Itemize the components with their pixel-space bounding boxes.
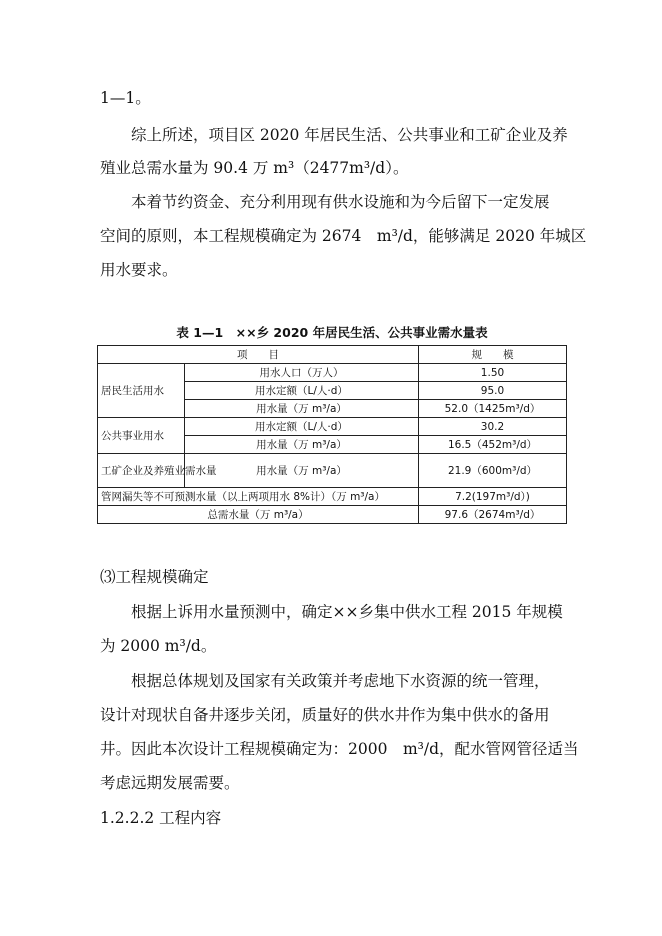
paragraph-4-line-4: 考虑远期发展需要。 bbox=[100, 774, 240, 792]
table-caption: 表 1—1 ××乡 2020 年居民生活、公共事业需水量表 bbox=[176, 325, 488, 340]
value-cell: 16.5（452m³/d） bbox=[419, 436, 567, 454]
value-cell: 30.2 bbox=[419, 418, 567, 436]
paragraph-2-line-3: 用水要求。 bbox=[100, 261, 178, 279]
table-row bbox=[98, 454, 567, 488]
section-heading-1-2-2-2: 1.2.2.2 工程内容 bbox=[100, 809, 222, 827]
table-header-row bbox=[98, 346, 567, 364]
leakage-value-cell: 7.2(197m³/d）) bbox=[419, 488, 567, 506]
paragraph-4-line-3: 井。因此本次设计工程规模确定为：2000 m³/d，配水管网管径适当 bbox=[100, 740, 579, 758]
water-demand-table bbox=[97, 345, 567, 524]
total-value-cell: 97.6（2674m³/d） bbox=[419, 506, 567, 524]
table-row bbox=[98, 418, 567, 436]
header-scale-cell: 规 模 bbox=[419, 346, 567, 364]
paragraph-4-line-1: 根据总体规划及国家有关政策并考虑地下水资源的统一管理， bbox=[131, 672, 550, 690]
paragraph-2-line-2: 空间的原则，本工程规模确定为 2674 m³/d，能够满足 2020 年城区 bbox=[100, 227, 587, 245]
item-cell: 用水量（万 m³/a） bbox=[185, 454, 419, 488]
table-row bbox=[98, 506, 567, 524]
item-cell: 用水量（万 m³/a） bbox=[185, 436, 419, 454]
paragraph-4-line-2: 设计对现状自备井逐步关闭，质量好的供水井作为集中供水的备用 bbox=[100, 706, 550, 724]
paragraph-3-line-2: 为 2000 m³/d。 bbox=[100, 637, 217, 655]
group-public: 公共事业用水 bbox=[98, 418, 185, 454]
value-cell: 52.0（1425m³/d） bbox=[419, 400, 567, 418]
paragraph-1-line-1: 综上所述，项目区 2020 年居民生活、公共事业和工矿企业及养 bbox=[131, 126, 568, 144]
table-row bbox=[98, 364, 567, 382]
header-item-cell: 项 目 bbox=[98, 346, 419, 364]
total-item-cell: 总需水量（万 m³/a） bbox=[98, 506, 419, 524]
line-reference: 1—1。 bbox=[100, 89, 151, 107]
item-cell: 用水定额（L/人·d） bbox=[185, 382, 419, 400]
paragraph-3-line-1: 根据上诉用水量预测中，确定××乡集中供水工程 2015 年规模 bbox=[131, 603, 563, 621]
leakage-item-cell: 管网漏失等不可预测水量（以上两项用水 8%计）（万 m³/a） bbox=[98, 488, 419, 506]
section-3-heading: ⑶工程规模确定 bbox=[100, 568, 209, 586]
paragraph-2-line-1: 本着节约资金、充分利用现有供水设施和为今后留下一定发展 bbox=[131, 193, 550, 211]
value-cell: 21.9（600m³/d） bbox=[419, 454, 567, 488]
item-cell: 用水人口（万人） bbox=[185, 364, 419, 382]
item-cell: 用水定额（L/人·d） bbox=[185, 418, 419, 436]
group-residential: 居民生活用水 bbox=[98, 364, 185, 418]
table-row bbox=[98, 488, 567, 506]
paragraph-1-line-2: 殖业总需水量为 90.4 万 m³（2477m³/d）。 bbox=[100, 159, 409, 177]
group-industry: 工矿企业及养殖业需水量 bbox=[98, 454, 185, 488]
value-cell: 95.0 bbox=[419, 382, 567, 400]
item-cell: 用水量（万 m³/a） bbox=[185, 400, 419, 418]
value-cell: 1.50 bbox=[419, 364, 567, 382]
